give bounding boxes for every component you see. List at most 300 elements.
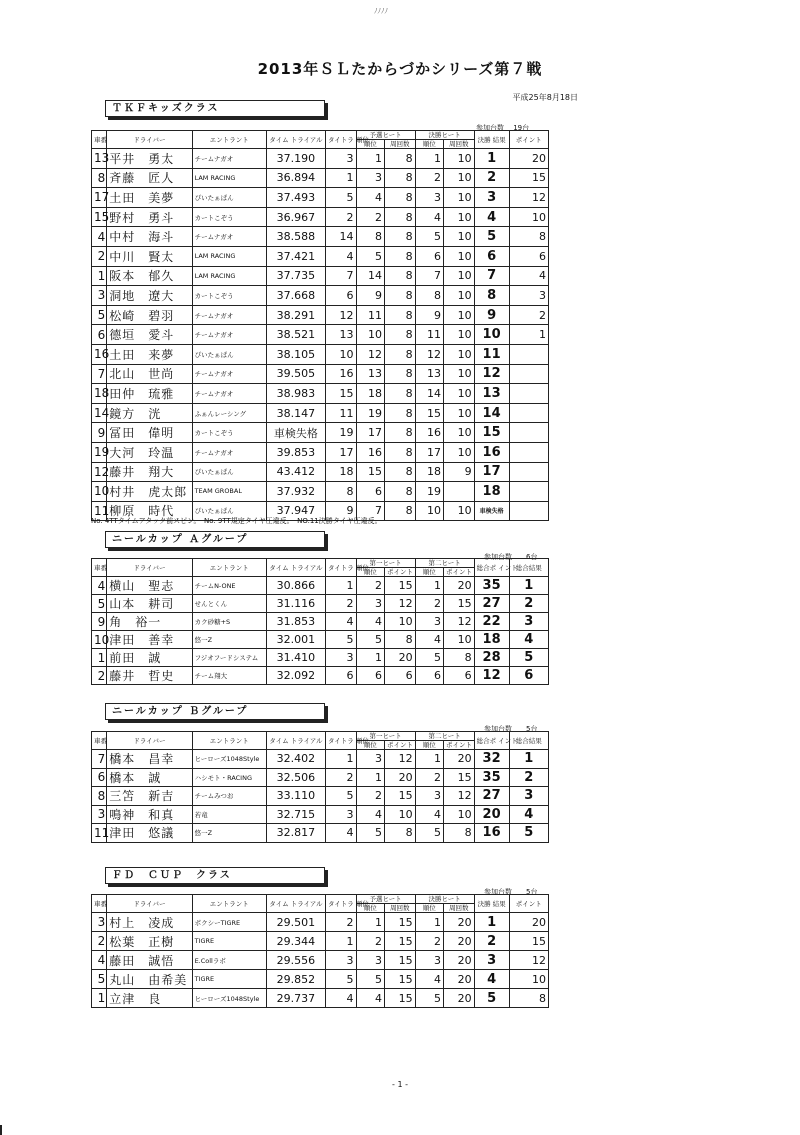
cell-h1r: 5 (356, 631, 384, 649)
cell-h2p: 12 (444, 787, 475, 806)
cell-h1l: 15 (384, 913, 415, 932)
cell-h2r: 3 (415, 787, 443, 806)
table-row (92, 595, 549, 613)
cell-h1r: 1 (356, 149, 384, 169)
cell-h1l: 8 (384, 246, 415, 266)
cell-h1l: 8 (384, 286, 415, 306)
table-row (92, 970, 549, 989)
cell-car: 3 (92, 805, 107, 824)
table-row (92, 325, 549, 345)
cell-entrant: ぴいたぁぱん (192, 501, 266, 521)
cell-result: 2 (474, 932, 509, 951)
cell-entrant: フジオフードシステム (192, 649, 266, 667)
cell-car: 3 (92, 913, 107, 932)
cell-driver: 鳴神 和真 (107, 805, 192, 824)
cell-car: 2 (92, 667, 107, 685)
cell-h2r: 10 (415, 501, 443, 521)
cell-h2l: 10 (444, 344, 475, 364)
cell-result: 7 (474, 266, 509, 286)
cell-h2r: 1 (415, 913, 443, 932)
table-row (92, 667, 549, 685)
cell-pts: 3 (509, 286, 548, 306)
cell-car: 6 (92, 325, 107, 345)
cell-pts: 15 (509, 168, 548, 188)
col-heat2-point: ポイント (444, 568, 475, 577)
col-heat2-laps: 周回数 (444, 140, 475, 149)
cell-car: 4 (92, 951, 107, 970)
cell-h2r: 16 (415, 423, 443, 443)
cell-h2p: 6 (444, 667, 475, 685)
cell-tt: 12 (325, 305, 356, 325)
cell-tt: 13 (325, 325, 356, 345)
table-row (92, 932, 549, 951)
cell-h1r: 3 (356, 168, 384, 188)
cell-h2l: 9 (444, 462, 475, 482)
cell-h2r: 8 (415, 286, 443, 306)
cell-entrant: LAM RACING (192, 266, 266, 286)
table-row (92, 188, 549, 208)
cell-h2r: 9 (415, 305, 443, 325)
cell-result: 4 (509, 805, 548, 824)
cell-h1r: 6 (356, 667, 384, 685)
col-heat2: 決勝ヒート (415, 895, 474, 904)
cell-result: 6 (474, 246, 509, 266)
cell-result: 12 (474, 364, 509, 384)
cell-result: 2 (474, 168, 509, 188)
cell-entrant: カク砂糖+S (192, 613, 266, 631)
cell-h2r: 14 (415, 384, 443, 404)
cell-h2r: 6 (415, 246, 443, 266)
cell-result: 5 (474, 227, 509, 247)
cell-entrant: ハシモト・RACING (192, 768, 266, 787)
col-title-rank: タイトラ 順位 (325, 559, 356, 577)
cell-h2l: 20 (444, 970, 475, 989)
col-driver: ドライバー (107, 895, 192, 913)
cell-entrant: チームナガオ (192, 325, 266, 345)
cell-h2r: 1 (415, 750, 443, 769)
table-row (92, 768, 549, 787)
cell-h1p: 15 (384, 787, 415, 806)
table-row (92, 462, 549, 482)
col-time: タイム トライアル (266, 732, 325, 750)
cell-entrant: LAM RACING (192, 246, 266, 266)
cell-pts (509, 423, 548, 443)
col-points: ポイント (509, 131, 548, 149)
cell-car: 18 (92, 384, 107, 404)
cell-driver: 立津 良 (107, 989, 192, 1008)
table-row (92, 364, 549, 384)
cell-pts: 6 (509, 246, 548, 266)
cell-h1r: 2 (356, 207, 384, 227)
cell-car: 7 (92, 364, 107, 384)
cell-pts: 15 (509, 932, 548, 951)
col-heat2-rank: 順位 (415, 140, 443, 149)
section-label-neil-a: ニールカップ Ａグループ (105, 531, 325, 548)
cell-time: 37.421 (266, 246, 325, 266)
cell-h1l: 8 (384, 384, 415, 404)
cell-h2p: 20 (444, 750, 475, 769)
cell-entrant: せんとくん (192, 595, 266, 613)
cell-pts (509, 442, 548, 462)
cell-h2r: 1 (415, 577, 443, 595)
cell-h1l: 8 (384, 482, 415, 502)
col-driver: ドライバー (107, 732, 192, 750)
cell-h1r: 8 (356, 227, 384, 247)
cell-pts: 2 (509, 305, 548, 325)
cell-h2r: 1 (415, 149, 443, 169)
cell-h1l: 15 (384, 932, 415, 951)
col-heat2: 第二ヒート (415, 732, 474, 741)
table-row (92, 266, 549, 286)
cell-driver: 鏡方 洸 (107, 403, 192, 423)
cell-car: 5 (92, 595, 107, 613)
cell-result: 1 (509, 577, 548, 595)
table-row (92, 649, 549, 667)
cell-h1r: 15 (356, 462, 384, 482)
cell-time: 29.556 (266, 951, 325, 970)
cell-pts (509, 403, 548, 423)
cell-h2l: 10 (444, 207, 475, 227)
cell-result: 9 (474, 305, 509, 325)
col-heat1-point: ポイント (384, 741, 415, 750)
results-table-neil-a (91, 558, 549, 685)
cell-h1r: 12 (356, 344, 384, 364)
cell-entrant: ヒーローズ1048Style (192, 989, 266, 1008)
cell-time: 31.410 (266, 649, 325, 667)
col-points: ポイント (509, 895, 548, 913)
cell-pts: 20 (509, 149, 548, 169)
cell-total: 35 (474, 577, 509, 595)
cell-tt: 15 (325, 384, 356, 404)
table-row (92, 631, 549, 649)
col-title-rank: タイトラ 順位 (325, 732, 356, 750)
cell-h1l: 8 (384, 266, 415, 286)
cell-h2r: 5 (415, 649, 443, 667)
cell-h2r: 11 (415, 325, 443, 345)
cell-tt: 7 (325, 266, 356, 286)
cell-pts: 1 (509, 325, 548, 345)
cell-car: 3 (92, 286, 107, 306)
cell-driver: 角 裕一 (107, 613, 192, 631)
table-row (92, 403, 549, 423)
cell-h1l: 8 (384, 501, 415, 521)
scan-edge-mark (0, 1125, 2, 1135)
cell-h2r: 4 (415, 805, 443, 824)
table-row (92, 824, 549, 843)
col-heat2-rank: 順位 (415, 568, 443, 577)
cell-h1r: 11 (356, 305, 384, 325)
cell-h2r: 2 (415, 595, 443, 613)
cell-entrant: TIGRE (192, 932, 266, 951)
cell-pts (509, 344, 548, 364)
cell-h1p: 20 (384, 768, 415, 787)
col-heat1-laps: 周回数 (384, 904, 415, 913)
cell-tt: 18 (325, 462, 356, 482)
cell-pts (509, 462, 548, 482)
cell-total: 18 (474, 631, 509, 649)
cell-tt: 2 (325, 768, 356, 787)
cell-result: 3 (509, 787, 548, 806)
cell-h1r: 2 (356, 932, 384, 951)
cell-h2r: 19 (415, 482, 443, 502)
cell-h1r: 5 (356, 824, 384, 843)
cell-pts (509, 384, 548, 404)
cell-time: 36.967 (266, 207, 325, 227)
cell-h2r: 2 (415, 932, 443, 951)
table-row (92, 750, 549, 769)
cell-h2l: 10 (444, 305, 475, 325)
notes: No. 4TTタイムアタック前スピン。 No. 9TT規定タイヤ圧違反。 NO.11決勝タイヤ圧違反。 (91, 517, 382, 525)
cell-tt: 2 (325, 207, 356, 227)
cell-result: 6 (509, 667, 548, 685)
cell-car: 9 (92, 423, 107, 443)
cell-entrant: LAM RACING (192, 168, 266, 188)
cell-time: 37.932 (266, 482, 325, 502)
cell-result: 3 (474, 188, 509, 208)
cell-result: 5 (509, 824, 548, 843)
table-row (92, 482, 549, 502)
cell-result: 4 (474, 970, 509, 989)
cell-time: 37.735 (266, 266, 325, 286)
table-row (92, 246, 549, 266)
cell-driver: 三笘 新吉 (107, 787, 192, 806)
cell-h2l: 10 (444, 442, 475, 462)
cell-time: 38.147 (266, 403, 325, 423)
table-row (92, 787, 549, 806)
cell-h2l: 10 (444, 384, 475, 404)
table-row (92, 989, 549, 1008)
cell-car: 11 (92, 824, 107, 843)
cell-car: 2 (92, 932, 107, 951)
cell-car: 16 (92, 344, 107, 364)
cell-h1l: 8 (384, 442, 415, 462)
cell-entrant: カートこぞう (192, 423, 266, 443)
cell-h1p: 6 (384, 667, 415, 685)
cell-h1l: 8 (384, 227, 415, 247)
col-heat1: 予選ヒート (356, 131, 415, 140)
col-heat1-rank: 順位 (356, 741, 384, 750)
cell-car: 5 (92, 970, 107, 989)
cell-time: 29.852 (266, 970, 325, 989)
cell-h1r: 5 (356, 970, 384, 989)
cell-h1l: 8 (384, 462, 415, 482)
participant-count: 参加台数 19台 (476, 124, 530, 132)
cell-h2l: 10 (444, 325, 475, 345)
cell-h1r: 2 (356, 787, 384, 806)
cell-entrant: ぴいたぁぱん (192, 344, 266, 364)
col-heat1: 予選ヒート (356, 895, 415, 904)
cell-entrant: E.Collラボ (192, 951, 266, 970)
cell-result: 4 (509, 631, 548, 649)
cell-driver: 柳原 時代 (107, 501, 192, 521)
cell-result: 13 (474, 384, 509, 404)
section-label-fd: ＦＤ ＣＵＰ クラス (105, 867, 325, 884)
cell-time: 39.505 (266, 364, 325, 384)
cell-tt: 16 (325, 364, 356, 384)
cell-h1l: 8 (384, 344, 415, 364)
cell-car: 1 (92, 649, 107, 667)
cell-result: 3 (509, 613, 548, 631)
cell-h1r: 3 (356, 595, 384, 613)
cell-driver: 大河 玲温 (107, 442, 192, 462)
cell-tt: 1 (325, 932, 356, 951)
cell-driver: 德垣 愛斗 (107, 325, 192, 345)
cell-h2l: 10 (444, 188, 475, 208)
cell-driver: 村上 凌成 (107, 913, 192, 932)
cell-entrant: TIGRE (192, 970, 266, 989)
cell-h1r: 2 (356, 577, 384, 595)
col-heat1-rank: 順位 (356, 904, 384, 913)
cell-tt: 3 (325, 649, 356, 667)
cell-driver: 洞地 遼大 (107, 286, 192, 306)
col-total: 総合ポ イント (474, 732, 509, 750)
cell-h1p: 20 (384, 649, 415, 667)
results-table-tkf (91, 130, 549, 521)
cell-h2l: 10 (444, 246, 475, 266)
cell-h2l: 20 (444, 951, 475, 970)
cell-h2r: 2 (415, 768, 443, 787)
cell-time: 31.116 (266, 595, 325, 613)
cell-h1l: 15 (384, 989, 415, 1008)
table-row (92, 442, 549, 462)
cell-time: 39.853 (266, 442, 325, 462)
table-row (92, 613, 549, 631)
cell-result: 11 (474, 344, 509, 364)
cell-h1r: 4 (356, 188, 384, 208)
cell-h1l: 15 (384, 951, 415, 970)
col-heat2-point: ポイント (444, 741, 475, 750)
cell-h1l: 8 (384, 149, 415, 169)
cell-tt: 14 (325, 227, 356, 247)
cell-time: 43.412 (266, 462, 325, 482)
col-time: タイム トライアル (266, 559, 325, 577)
cell-h2p: 8 (444, 824, 475, 843)
table-row (92, 227, 549, 247)
cell-h2l: 10 (444, 227, 475, 247)
cell-tt: 4 (325, 989, 356, 1008)
cell-total: 16 (474, 824, 509, 843)
cell-total: 35 (474, 768, 509, 787)
table-row (92, 384, 549, 404)
cell-car: 14 (92, 403, 107, 423)
cell-pts: 12 (509, 188, 548, 208)
cell-driver: 中村 海斗 (107, 227, 192, 247)
cell-entrant: ぴいたぁぱん (192, 188, 266, 208)
cell-car: 5 (92, 305, 107, 325)
cell-h1p: 15 (384, 577, 415, 595)
cell-time: 32.506 (266, 768, 325, 787)
cell-h2r: 18 (415, 462, 443, 482)
cell-entrant: チームナガオ (192, 305, 266, 325)
cell-driver: 松葉 正樹 (107, 932, 192, 951)
cell-time: 30.866 (266, 577, 325, 595)
cell-time: 32.402 (266, 750, 325, 769)
cell-result: 16 (474, 442, 509, 462)
cell-entrant: 悠一Z (192, 824, 266, 843)
cell-h1r: 14 (356, 266, 384, 286)
cell-result: 1 (474, 149, 509, 169)
cell-h1l: 8 (384, 188, 415, 208)
cell-car: 1 (92, 266, 107, 286)
cell-h2p: 12 (444, 613, 475, 631)
cell-h2l: 10 (444, 286, 475, 306)
cell-h1l: 8 (384, 207, 415, 227)
cell-car: 13 (92, 149, 107, 169)
cell-time: 29.501 (266, 913, 325, 932)
cell-h1r: 4 (356, 805, 384, 824)
participant-count: 参加台数 5台 (484, 888, 538, 896)
cell-driver: 松崎 碧羽 (107, 305, 192, 325)
cell-result: 5 (509, 649, 548, 667)
cell-h2r: 4 (415, 631, 443, 649)
cell-total: 20 (474, 805, 509, 824)
cell-pts: 8 (509, 227, 548, 247)
table-row (92, 207, 549, 227)
cell-driver: 山本 耕司 (107, 595, 192, 613)
cell-h1l: 8 (384, 364, 415, 384)
cell-time: 37.668 (266, 286, 325, 306)
cell-driver: 横山 聖志 (107, 577, 192, 595)
cell-result: 18 (474, 482, 509, 502)
cell-h2r: 15 (415, 403, 443, 423)
cell-time: 38.291 (266, 305, 325, 325)
cell-car: 8 (92, 168, 107, 188)
cell-h2p: 8 (444, 649, 475, 667)
table-row (92, 149, 549, 169)
cell-entrant: チームナガオ (192, 384, 266, 404)
cell-h2r: 3 (415, 951, 443, 970)
cell-tt: 1 (325, 168, 356, 188)
cell-tt: 5 (325, 787, 356, 806)
section-label-neil-b: ニールカップ Ｂグループ (105, 703, 325, 720)
header-mark: ﾉﾉﾉﾉ (374, 7, 388, 15)
cell-tt: 11 (325, 403, 356, 423)
cell-result: 8 (474, 286, 509, 306)
cell-h1l: 8 (384, 168, 415, 188)
cell-tt: 4 (325, 246, 356, 266)
cell-h2p: 15 (444, 768, 475, 787)
cell-result: 1 (474, 913, 509, 932)
cell-tt: 3 (325, 149, 356, 169)
cell-h1p: 8 (384, 824, 415, 843)
cell-pts: 20 (509, 913, 548, 932)
cell-car: 11 (92, 501, 107, 521)
cell-h1r: 16 (356, 442, 384, 462)
col-car: 車番 (92, 559, 107, 577)
cell-time: 38.588 (266, 227, 325, 247)
col-heat2-rank: 順位 (415, 904, 443, 913)
cell-h1r: 13 (356, 364, 384, 384)
cell-time: 38.521 (266, 325, 325, 345)
cell-entrant: 悠一Z (192, 631, 266, 649)
col-final: 総合結果 (509, 732, 548, 750)
cell-pts: 12 (509, 951, 548, 970)
cell-h2r: 5 (415, 989, 443, 1008)
cell-h2r: 4 (415, 970, 443, 989)
cell-tt: 6 (325, 286, 356, 306)
cell-result: 車検失格 (474, 501, 509, 521)
cell-total: 27 (474, 787, 509, 806)
cell-h1r: 1 (356, 649, 384, 667)
cell-time: 29.737 (266, 989, 325, 1008)
cell-entrant: ボクシーTIGRE (192, 913, 266, 932)
cell-result: 2 (509, 595, 548, 613)
cell-entrant: カートこぞう (192, 207, 266, 227)
cell-car: 4 (92, 227, 107, 247)
col-time: タイム トライアル (266, 895, 325, 913)
participant-count: 参加台数 5台 (484, 725, 538, 733)
cell-driver: 田仲 琉雅 (107, 384, 192, 404)
